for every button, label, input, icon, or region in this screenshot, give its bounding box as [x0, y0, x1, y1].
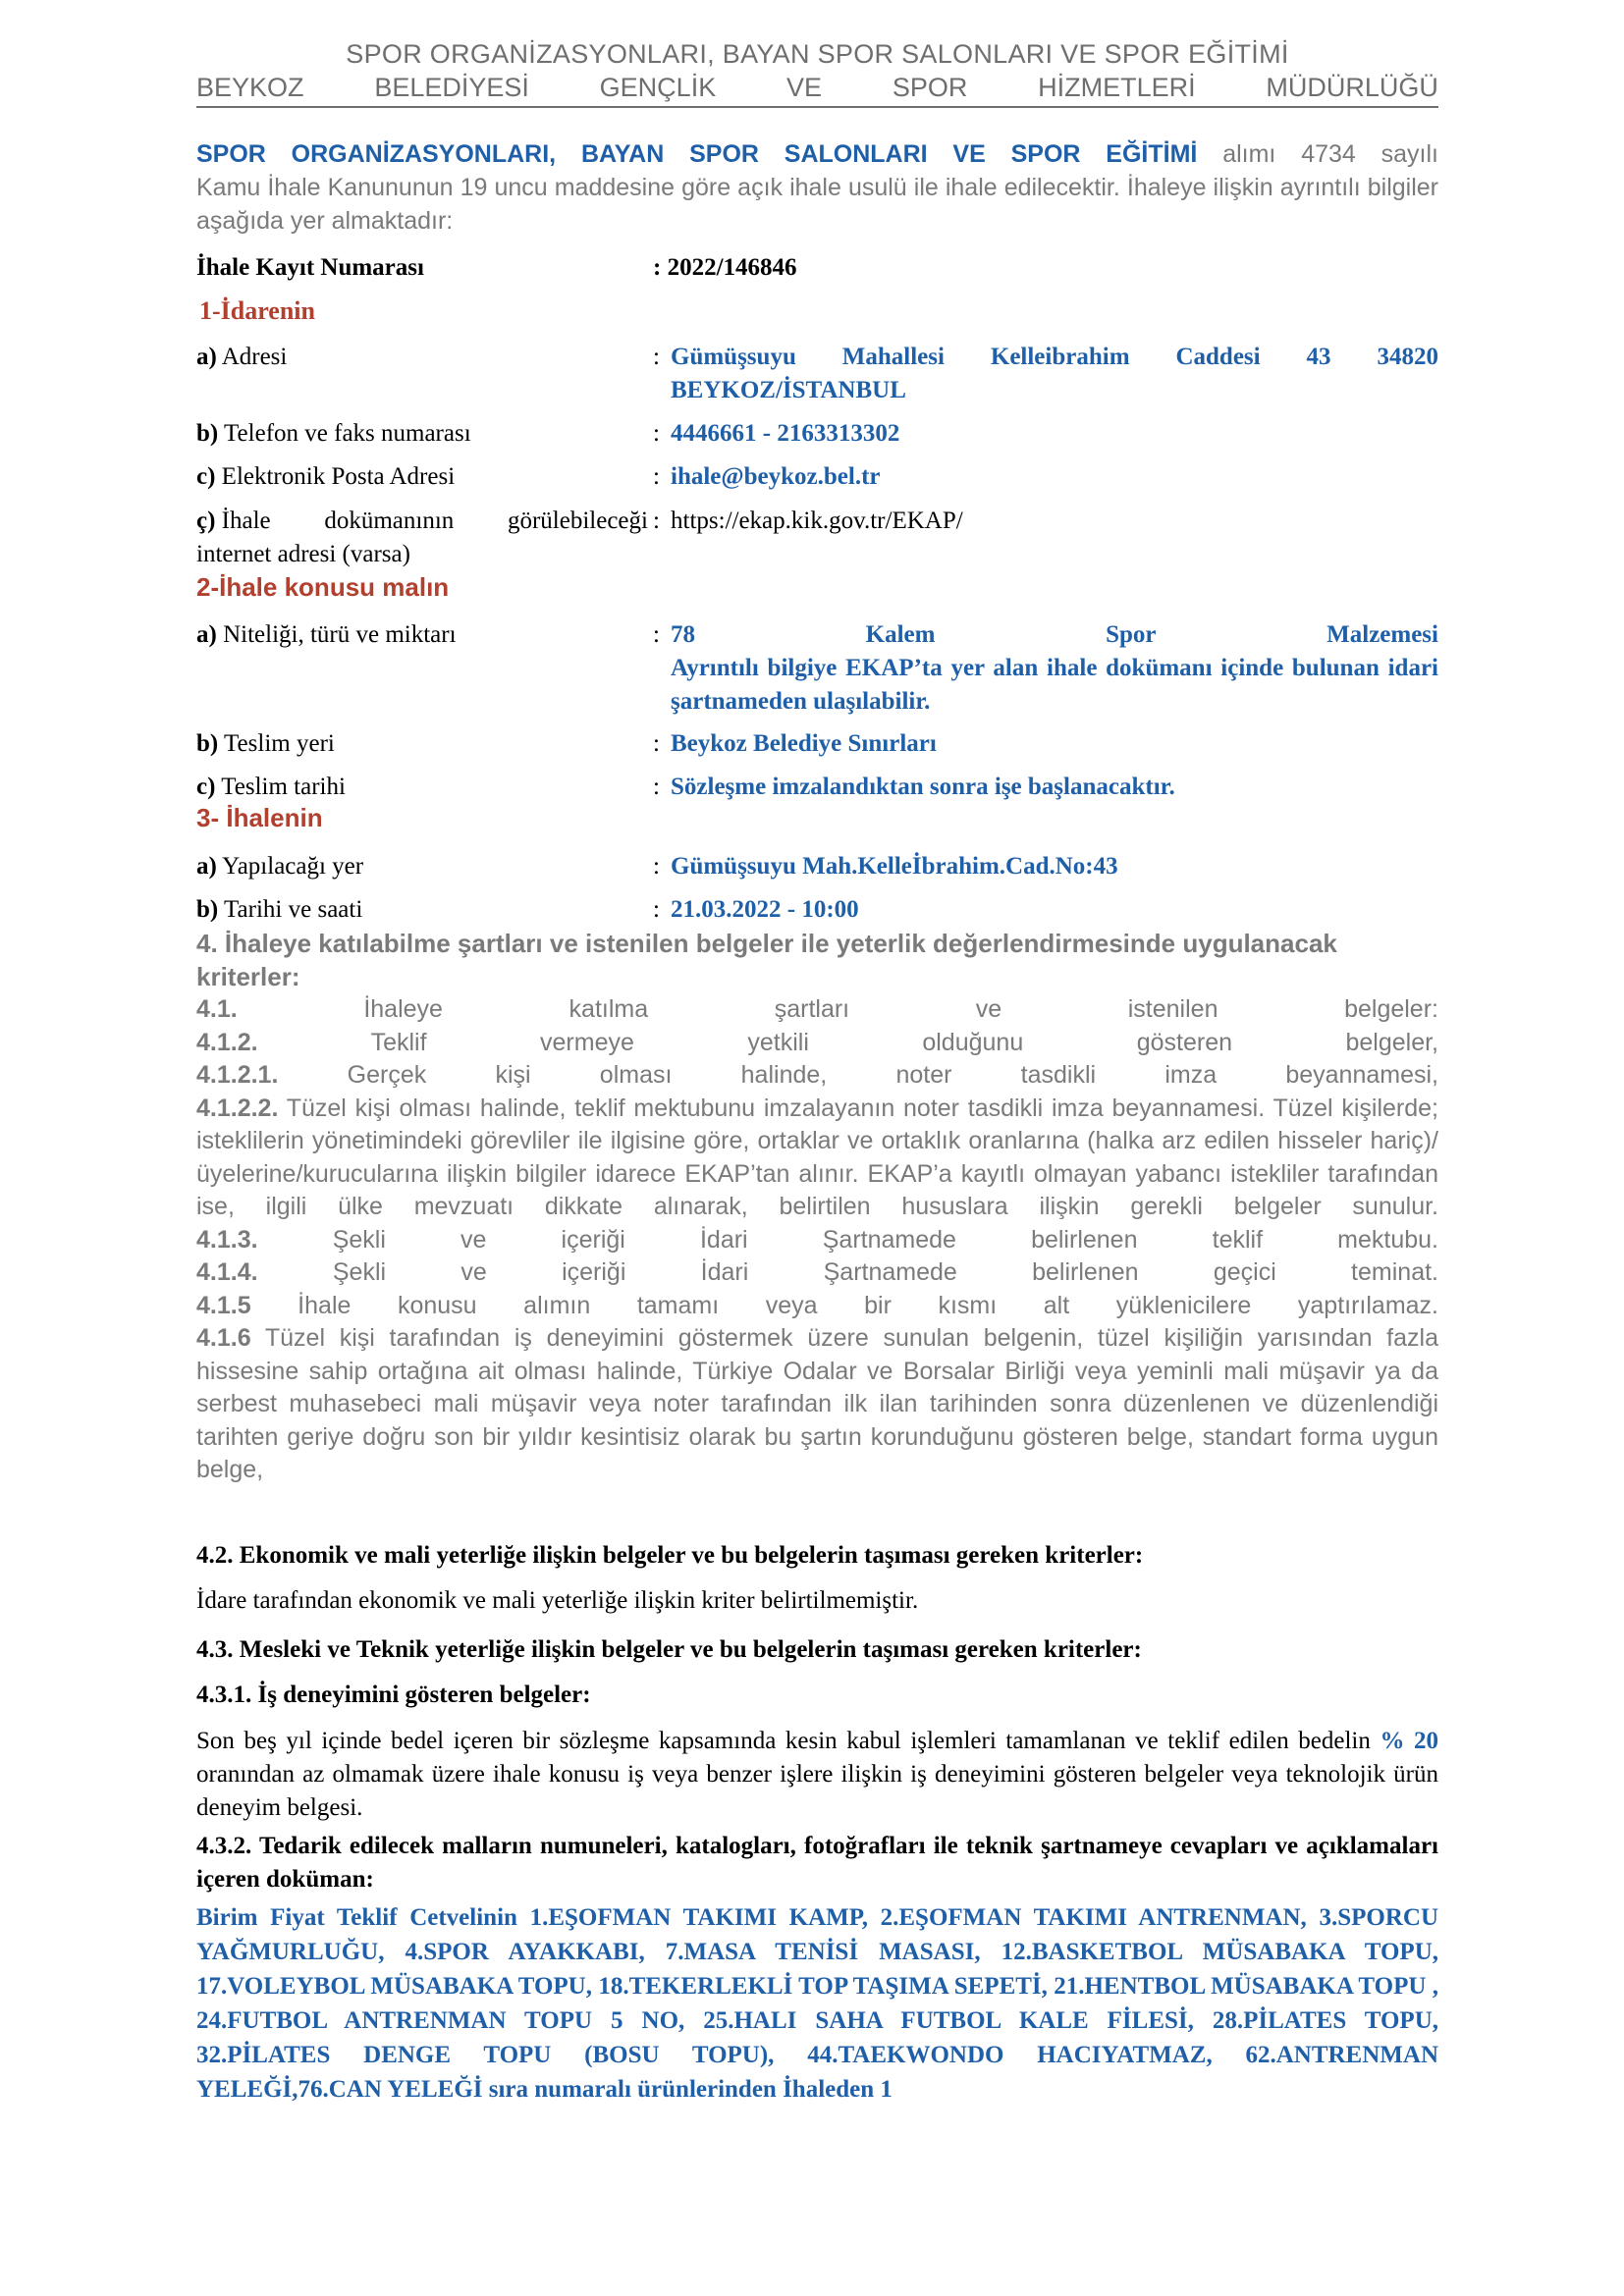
teslim-yeri-label: b) Teslim yeri — [196, 730, 335, 757]
adres-label: a) Adresi — [196, 344, 288, 370]
header-word: SPOR — [892, 73, 968, 102]
item-4-1-5: 4.1.5 İhale konusu alımın tamamı veya bir kısmı alt yüklenicilere yaptırılamaz. — [196, 1291, 1438, 1319]
item-4-1-2: 4.1.2. Teklif vermeye yetkili olduğunu gösteren belgeler, — [196, 1028, 1438, 1056]
tel-label: b) Telefon ve faks numarası — [196, 420, 471, 447]
section-4-2-text: İdare tarafından ekonomik ve mali yeterliğe ilişkin kriter belirtilmemiştir. — [196, 1587, 919, 1614]
section-4-3-1-heading: 4.3.1. İş deneyimini gösteren belgeler: — [196, 1682, 591, 1708]
item-4-1-2-1: 4.1.2.1. Gerçek kişi olması halinde, noter tasdikli imza beyannamesi, — [196, 1061, 1438, 1089]
tarih-saat-value: : 21.03.2022 - 10:00 — [653, 896, 859, 923]
header-word: MÜDÜRLÜĞÜ — [1266, 73, 1438, 102]
nitelik-value: : 78 Kalem Spor Malzemesi Ayrıntılı bilgiye EKAP’ta yer alan ihale dokümanı içinde bulunan idari şartnameden ulaşılabilir. — [653, 621, 1438, 715]
header-line-2 — [196, 73, 1438, 108]
item-4-1-6: 4.1.6 Tüzel kişi tarafından iş deneyimini göstermek üzere sunulan belgenin, tüzel kişiliğin yarısından fazla hissesine sahip ortağına ait olması halinde, Türkiye Odalar ve Borsalar Birliği veya yeminli mali müşavir ya da serbest muhasebeci mali müşavir veya noter tarafından ilk ilan tarihinden sonra düzenlenen ve düzenlendiği tarihten geriye doğru son bir yıldır kesintisiz olarak bu şartın korunduğunu gösteren belge, standart forma uygun belge, — [196, 1324, 1438, 1483]
web-value[interactable]: : https://ekap.kik.gov.tr/EKAP/ — [653, 507, 963, 534]
nitelik-label: a) Niteliği, türü ve miktarı — [196, 621, 457, 648]
intro-text-line1: alımı 4734 sayılı — [1197, 140, 1438, 168]
item-4-1: 4.1. İhaleye katılma şartları ve istenilen belgeler: — [196, 995, 1438, 1023]
item-4-1-3: 4.1.3. Şekli ve içeriği İdari Şartnamede belirlenen teklif mektubu. — [196, 1225, 1438, 1254]
kayit-label: İhale Kayıt Numarası — [196, 254, 424, 281]
section-3-heading: 3- İhalenin — [196, 803, 323, 832]
yapilacagi-yer-value: : Gümüşsuyu Mah.Kelleİbrahim.Cad.No:43 — [653, 853, 1118, 880]
intro-title: SPOR ORGANİZASYONLARI, BAYAN SPOR SALONLARI VE SPOR EĞİTİMİ — [196, 140, 1198, 168]
section-4 — [196, 928, 1438, 1487]
section-4-3-1-text: Son beş yıl içinde bedel içeren bir sözleşme kapsamında kesin kabul işlemleri tamamlanan ve teklif edilen bedelin % 20 oranından az olmamak üzere ihale konusu iş veya benzer işlere ilişkin iş deneyimini gösteren belgeler veya teknolojik ürün deneyim belgesi. — [196, 1728, 1439, 1821]
tel-value: : 4446661 - 2163313302 — [653, 420, 900, 447]
section-4-3-2-heading: 4.3.2. Tedarik edilecek malların numuneleri, katalogları, fotoğrafları ile teknik şartnameye cevapları ve açıklamaları içeren doküman: — [196, 1833, 1438, 1893]
adres-value: : Gümüşsuyu Mahallesi Kelleibrahim Caddesi 43 34820 BEYKOZ/İSTANBUL — [653, 344, 1438, 403]
tarih-saat-label: b) Tarihi ve saati — [196, 896, 363, 923]
email-label: c) Elektronik Posta Adresi — [196, 463, 456, 490]
web-label: ç) İhale dokümanının görülebileceği internet adresi (varsa) — [196, 507, 648, 567]
intro-paragraph — [196, 137, 1438, 238]
header-word: VE — [786, 73, 823, 102]
teslim-tarihi-value: : Sözleşme imzalandıktan sonra işe başlanacaktır. — [653, 774, 1175, 800]
kayit-value: : 2022/146846 — [653, 254, 797, 281]
yapilacagi-yer-label: a) Yapılacağı yer — [196, 853, 364, 880]
section-4-3-2-text: Birim Fiyat Teklif Cetvelinin 1.EŞOFMAN TAKIMI KAMP, 2.EŞOFMAN TAKIMI ANTRENMAN, 3.SPORCU YAĞMURLUĞU, 4.SPOR AYAKKABI, 7.MASA TENİSİ MASASI, 12.BASKETBOL MÜSABAKA TOPU, 17.VOLEYBOL MÜSABAKA TOPU, 18.TEKERLEKLİ TOP TAŞIMA SEPETİ, 21.HENTBOL MÜSABAKA TOPU , 24.FUTBOL ANTRENMAN TOPU 5 NO, 25.HALI SAHA FUTBOL KALE FİLESİ, 28.PİLATES TOPU, 32.PİLATES DENGE TOPU (BOSU TOPU), 44.TAEKWONDO HACIYATMAZ, 62.ANTRENMAN YELEĞİ,76.CAN YELEĞİ sıra numaralı ürünlerinden İhaleden 1 — [196, 1904, 1438, 2103]
section-4-2-heading: 4.2. Ekonomik ve mali yeterliğe ilişkin belgeler ve bu belgelerin taşıması gereken kriterler: — [196, 1542, 1144, 1569]
header-word: BELEDİYESİ — [374, 73, 529, 102]
header-word: GENÇLİK — [599, 73, 717, 102]
intro-text-rest: Kamu İhale Kanununun 19 uncu maddesine göre açık ihale usulü ile ihale edilecektir. İhaleye ilişkin ayrıntılı bilgiler aşağıda yer almaktadır: — [196, 174, 1438, 235]
email-value[interactable]: : ihale@beykoz.bel.tr — [653, 463, 881, 490]
item-4-1-2-2: 4.1.2.2. Tüzel kişi olması halinde, teklif mektubunu imzalayanın noter tasdikli imza beyannamesi. Tüzel kişilerde; isteklilerin yönetimindeki görevliler ile ilgisine göre, ortaklar ve ortaklık oranlarına (halka arz edilen hisseler hariç)/üyelerine/kurucularına ilişkin bilgiler idarece EKAP’tan alınır. EKAP’a kayıtlı olmayan yabancı istekliler tarafından ise, ilgili ülke mevzuatı dikkate alınarak, belirtilen hususlara ilişkin gerekli belgeler sunulur. — [196, 1094, 1438, 1220]
section-2-heading: 2-İhale konusu malın — [196, 572, 450, 602]
header-line-1: SPOR ORGANİZASYONLARI, BAYAN SPOR SALONLARI VE SPOR EĞİTİMİ — [346, 39, 1289, 69]
teslim-yeri-value: : Beykoz Belediye Sınırları — [653, 730, 937, 757]
section-1-heading: 1-İdarenin — [199, 296, 315, 325]
teslim-tarihi-label: c) Teslim tarihi — [196, 774, 346, 800]
header-word: HİZMETLERİ — [1038, 73, 1196, 102]
section-4-heading: 4. İhaleye katılabilme şartları ve istenilen belgeler ile yeterlik değerlendirmesinde uygulanacak kriterler: — [196, 929, 1337, 991]
item-4-1-4: 4.1.4. Şekli ve içeriği İdari Şartnamede belirlenen geçici teminat. — [196, 1258, 1438, 1286]
section-4-3-heading: 4.3. Mesleki ve Teknik yeterliğe ilişkin belgeler ve bu belgelerin taşıması gereken kriterler: — [196, 1636, 1142, 1663]
header-word: BEYKOZ — [196, 73, 304, 102]
